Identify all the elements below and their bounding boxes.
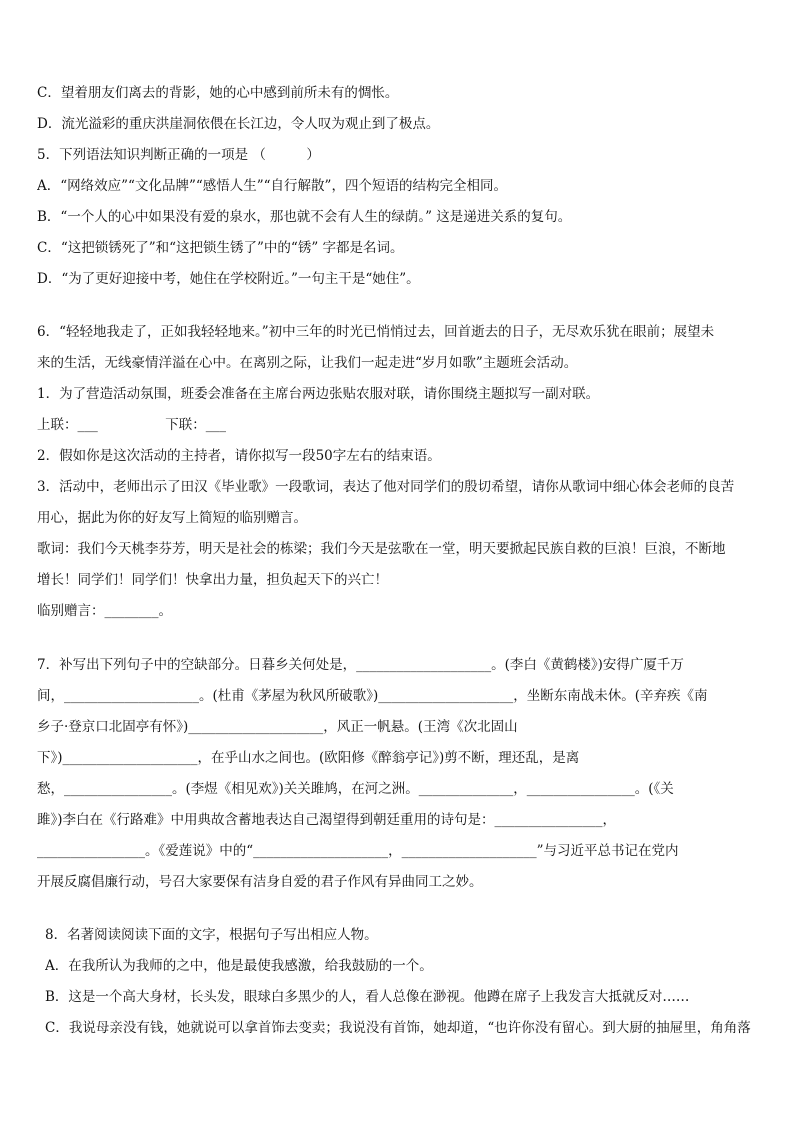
q6-sub2: 2．假如你是这次活动的主持者，请你拟写一段50字左右的结束语。: [37, 448, 441, 464]
q5-option-b: B．“一个人的心中如果没有爱的泉水，那也就不会有人生的绿荫。” 这是递进关系的复句。: [37, 209, 572, 225]
q6-intro-line-2: 来的生活，无线豪情洋溢在心中。在离别之际，让我们一起走进“岁月如歌”主题班会活动。: [37, 355, 578, 371]
q7-line-7: ________________。《爱莲说》中的“____________________，____________________”与习近平总书记在党内: [37, 843, 679, 859]
q6-farewell: 临别赠言：________。: [37, 603, 172, 619]
q5-option-a: A．“网络效应”“文化品牌”“感悟人生”“自行解散”，四个短语的结构完全相同。: [37, 178, 507, 194]
q6-intro-line-1: 6．“轻轻地我走了，正如我轻轻地来。”初中三年的时光已悄悄过去，回首逝去的日子，无尽欢乐犹在眼前；展望未: [37, 324, 715, 340]
q7-line-2: 间，____________________。(杜甫《茅屋为秋风所破歌》)____________________，坐断东南战未休。(辛弃疾《南: [37, 688, 708, 704]
q8-option-c: C．我说母亲没有钱，她就说可以拿首饰去变卖；我说没有首饰，她却道，“也许你没有留心。到大厨的抽屉里，角角落: [45, 1020, 751, 1036]
q5-option-c: C．“这把锁锈死了”和“这把锁生锈了”中的“锈” 字都是名词。: [37, 240, 404, 256]
q6-sub1-answer: 上联：___ 下联：___: [37, 417, 226, 433]
q7-line-3: 乡子·登京口北固亭有怀》)____________________，风正一帆悬。(王湾《次北固山: [37, 719, 518, 735]
q7-line-4: 下》)____________________，在乎山水之间也。(欧阳修《醉翁亭记》)剪不断，理还乱，是离: [37, 750, 580, 766]
q6-sub3-line-2: 用心，据此为你的好友写上简短的临别赠言。: [37, 510, 307, 526]
q7-line-8: 开展反腐倡廉行动，号召大家要保有洁身自爱的君子作风有异曲同工之妙。: [37, 874, 483, 890]
q6-sub3-line-1: 3．活动中，老师出示了田汉《毕业歌》一段歌词，表达了他对同学们的殷切希望，请你从歌词中细心体会老师的良苦: [37, 479, 735, 495]
q4-option-d: D．流光溢彩的重庆洪崖洞依偎在长江边，令人叹为观止到了极点。: [37, 116, 440, 132]
q4-option-c: C．望着朋友们离去的背影，她的心中感到前所未有的惆怅。: [37, 85, 399, 101]
q8-option-a: A．在我所认为我师的之中，他是最使我感激，给我鼓励的一个。: [45, 958, 433, 974]
q8-stem: 8．名著阅读阅读下面的文字，根据句子写出相应人物。: [45, 927, 378, 943]
q7-line-5: 愁，________________。(李煜《相见欢》)关关雎鸠，在河之洲。______________，________________。(《关: [37, 781, 674, 797]
q8-option-b: B．这是一个高大身材，长头发，眼球白多黑少的人，看人总像在渺视。他蹲在席子上我发言大抵就反对……: [45, 989, 690, 1005]
q5-option-d: D．“为了更好迎接中考，她住在学校附近。”一句主干是“她住”。: [37, 271, 420, 287]
q6-sub1: 1．为了营造活动氛围，班委会准备在主席台两边张贴农服对联，请你围绕主题拟写一副对联。: [37, 386, 600, 402]
q7-line-6: 雎》)李白在《行路难》中用典故含蓄地表达自己渴望得到朝廷重用的诗句是：________________，: [37, 812, 617, 828]
q7-line-1: 7．补写出下列句子中的空缺部分。日暮乡关何处是，____________________。(李白《黄鹤楼》)安得广厦千万: [37, 657, 684, 673]
q6-lyrics-line-2: 增长！同学们！同学们！快拿出力量，担负起天下的兴亡！: [37, 572, 388, 588]
q5-stem: 5．下列语法知识判断正确的一项是 （ ）: [37, 147, 320, 163]
q6-lyrics-line-1: 歌词：我们今天桃李芬芳，明天是社会的栋梁；我们今天是弦歌在一堂，明天要掀起民族自救的巨浪！巨浪，不断地: [37, 541, 726, 557]
